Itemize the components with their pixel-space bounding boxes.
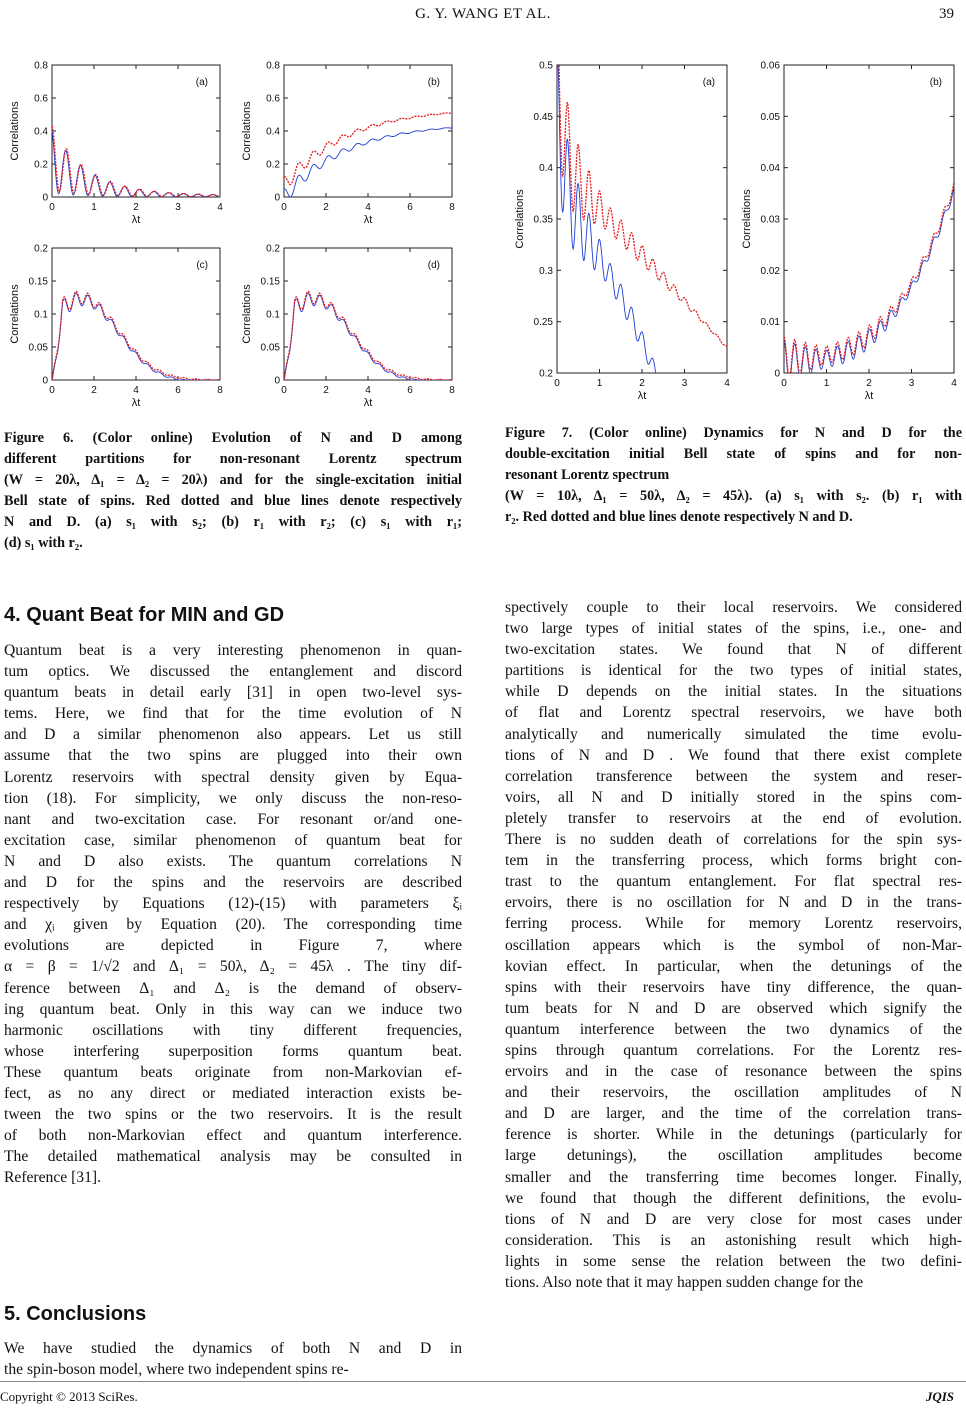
x-tick-label: 0 xyxy=(49,385,55,396)
y-tick-label: 0.6 xyxy=(34,93,48,105)
x-tick-label: 4 xyxy=(951,378,957,389)
x-tick-label: 4 xyxy=(217,202,223,213)
text-line: whose interfering superposition forms quantum beat. xyxy=(4,1042,462,1060)
text-line: the spin-boson model, where two independent spins re- xyxy=(4,1361,349,1379)
figure6-panel-b xyxy=(232,55,462,235)
y-axis-label: Correlations xyxy=(514,189,526,249)
panel-label: (b) xyxy=(427,77,440,88)
text-line: correlation transference between the system and reser- xyxy=(505,767,962,785)
text-line: and their reservoirs, the oscillation amplitudes of N xyxy=(505,1084,962,1102)
figure6-panel-d xyxy=(232,238,462,418)
running-header xyxy=(0,6,966,28)
text-line: tems. Here, we find that for the time evolution of N xyxy=(4,705,462,723)
y-tick-label: 0.2 xyxy=(539,368,553,380)
y-tick-label: 0.5 xyxy=(539,60,553,72)
text-line: We have studied the dynamics of both N and D in xyxy=(4,1340,462,1357)
text-line: tween the two spins or the two reservoirs. It is the result xyxy=(4,1106,462,1124)
y-tick-label: 0.05 xyxy=(28,342,48,354)
text-line: voirs, all N and D initially stored in the spins com- xyxy=(505,788,962,806)
text-line: analytically and numerically simulated the time evolu- xyxy=(505,725,962,743)
x-tick-label: 2 xyxy=(133,202,139,213)
text-line: respectively by Equations (12)-(15) with parameters ξᵢ xyxy=(4,895,462,913)
running-title: G. Y. WANG ET AL. xyxy=(415,6,551,22)
caption-line: different partitions for non-resonant Lorentz spectrum xyxy=(4,451,462,467)
text-line: kovian effect. In particular, when the detunings of the xyxy=(505,957,962,975)
y-tick-label: 0 xyxy=(42,375,48,387)
figure7-panel-b xyxy=(732,55,964,410)
text-line: large detunings), the oscillation amplitudes become xyxy=(505,1147,962,1165)
x-tick-label: 2 xyxy=(639,378,645,389)
figure6-panel-a xyxy=(0,55,230,235)
text-line: harmonic oscillations with tiny different frequencies, xyxy=(4,1021,462,1039)
y-axis-label: Correlations xyxy=(241,284,253,344)
text-line: quantum interference between the two dynamics of the xyxy=(505,1020,962,1038)
section5-body xyxy=(4,1338,462,1380)
x-tick-label: 6 xyxy=(407,202,413,213)
y-tick-label: 0.25 xyxy=(533,317,553,329)
y-axis-label: Correlations xyxy=(241,101,253,161)
caption-line: (W = 10λ, Δ₁ = 50λ, Δ₂ = 45λ). (a) s₁ with s₂. (b) r₁ with xyxy=(505,488,962,504)
text-line: tion (18). For simplicity, we only discuss the non-reso- xyxy=(4,789,462,807)
text-line: trast to the quantum entanglement. For flat spectral res- xyxy=(505,873,962,891)
x-tick-label: 2 xyxy=(323,385,329,396)
x-tick-label: 0 xyxy=(781,378,787,389)
text-line: assume that the two spins are plugged into their own xyxy=(4,747,462,765)
y-tick-label: 0.6 xyxy=(266,93,280,105)
text-line: and D are larger, and the time of the correlation trans- xyxy=(505,1105,962,1123)
text-line: There is no sudden death of correlations for the spin sys- xyxy=(505,831,962,849)
text-line: consideration. This is an astonishing result which high- xyxy=(505,1231,962,1249)
text-line: evolutions are depicted in Figure 7, where xyxy=(4,937,462,955)
y-tick-label: 0 xyxy=(274,192,280,204)
section4-body xyxy=(4,640,462,1188)
text-line: tions of N and D are very close for most cases under xyxy=(505,1210,962,1228)
text-line: nant and two-excitation case. For resonant or/and one- xyxy=(4,810,462,828)
y-tick-label: 0.4 xyxy=(266,126,280,138)
y-tick-label: 0.1 xyxy=(266,309,280,321)
y-tick-label: 0 xyxy=(774,368,780,380)
y-tick-label: 0.15 xyxy=(260,276,280,288)
text-line: of flat and Lorentz spectral reservoirs, we have both xyxy=(505,704,962,722)
y-tick-label: 0.4 xyxy=(539,163,553,175)
y-tick-label: 0.06 xyxy=(760,60,780,72)
x-tick-label: 3 xyxy=(908,378,915,389)
x-axis-label: λt xyxy=(864,390,874,402)
y-tick-label: 0 xyxy=(274,375,280,387)
x-tick-label: 0 xyxy=(49,202,55,213)
x-tick-label: 1 xyxy=(91,202,97,213)
x-tick-label: 4 xyxy=(724,378,730,389)
x-axis-label: λt xyxy=(363,397,373,409)
right-column-body xyxy=(505,597,962,1293)
text-line: tum optics. We discussed the entanglement and discord xyxy=(4,663,462,681)
text-line: and χᵢ given by Equation (20). The corresponding time xyxy=(4,916,462,934)
y-tick-label: 0.04 xyxy=(760,163,780,175)
text-line: ervoirs, there is no oscillation for N and D in the trans- xyxy=(505,894,962,912)
caption-line: r₂. Red dotted and blue lines denote respectively N and D. xyxy=(505,509,853,525)
text-line: ference is shorter. While in the detunings (particularly for xyxy=(505,1126,962,1144)
y-tick-label: 0.2 xyxy=(34,159,48,171)
y-tick-label: 0.15 xyxy=(28,276,48,288)
text-line: excitation case, similar phenomenon of quantum beat for xyxy=(4,831,462,849)
x-tick-label: 3 xyxy=(175,202,181,213)
caption-line: N and D. (a) s₁ with s₂; (b) r₁ with r₂; (c) s₁ with r₁; xyxy=(4,514,462,530)
x-tick-label: 8 xyxy=(449,385,455,396)
text-line: quantum beats in detail early [31] in open two-level sys- xyxy=(4,684,462,702)
y-tick-label: 0.02 xyxy=(760,265,780,277)
caption-line: (d) s₁ with r₂. xyxy=(4,535,83,551)
y-tick-label: 0.03 xyxy=(760,214,780,226)
y-tick-label: 0 xyxy=(42,192,48,204)
figure7-panel-a xyxy=(505,55,737,410)
x-tick-label: 3 xyxy=(681,378,688,389)
caption-line: double-excitation initial Bell state of spins and for non- xyxy=(505,446,962,462)
x-tick-label: 6 xyxy=(407,385,413,396)
x-axis-label: λt xyxy=(637,390,647,402)
text-line: ference between Δ₁ and Δ₂ is the demand of observ- xyxy=(4,979,462,997)
y-tick-label: 0.2 xyxy=(266,159,280,171)
figure6-caption xyxy=(4,428,462,554)
y-tick-label: 0.2 xyxy=(266,243,280,255)
caption-line: Figure 7. (Color online) Dynamics for N and D for the xyxy=(505,425,962,441)
text-line: ferring process. While for memory Lorentz reservoirs, xyxy=(505,915,962,933)
y-tick-label: 0.05 xyxy=(760,111,780,123)
caption-line: Figure 6. (Color online) Evolution of N and D among xyxy=(4,430,462,446)
x-tick-label: 0 xyxy=(554,378,560,389)
y-axis-label: Correlations xyxy=(9,284,21,344)
text-line: of both non-Markovian effect and quantum interference. xyxy=(4,1127,462,1145)
caption-line: (W = 20λ, Δ₁ = Δ₂ = 20λ) and for the single-excitation initial xyxy=(4,472,462,488)
text-line: α = β = 1/√2 and Δ₁ = 50λ, Δ₂ = 45λ . The tiny dif- xyxy=(4,958,462,976)
plot-area xyxy=(9,244,223,410)
text-line: partitions is identical for the two types of initial states, xyxy=(505,662,962,680)
x-axis-label: λt xyxy=(363,214,373,226)
panel-label: (c) xyxy=(196,260,208,271)
text-line: ing quantum beat. Only in this way can we induce two xyxy=(4,1000,462,1018)
plot-frame xyxy=(784,65,954,373)
text-line: Reference [31]. xyxy=(4,1169,101,1187)
footer-copyright: Copyright © 2013 SciRes. xyxy=(0,1389,138,1404)
panel-label: (b) xyxy=(929,77,942,88)
plot-area xyxy=(9,61,223,227)
y-tick-label: 0.8 xyxy=(34,60,48,72)
y-tick-label: 0.01 xyxy=(760,317,780,329)
x-tick-label: 8 xyxy=(217,385,223,396)
text-line: lights in some sense the relation between the two defini- xyxy=(505,1252,962,1270)
text-line: fect, as no any direct or mediated interaction exists be- xyxy=(4,1084,462,1102)
footer-rule xyxy=(0,1381,966,1382)
text-line: Lorentz reservoirs with spectral density given by Equa- xyxy=(4,768,462,786)
panel-label: (a) xyxy=(195,77,208,88)
y-tick-label: 0.05 xyxy=(260,342,280,354)
y-tick-label: 0.1 xyxy=(34,309,48,321)
text-line: while D depends on the initial states. In the situations xyxy=(505,683,962,701)
plot-frame xyxy=(557,65,727,373)
section5-heading: 5. Conclusions xyxy=(4,1303,147,1325)
text-line: two large types of initial states of the spins, i.e., one- and xyxy=(505,620,962,638)
text-line: tions of N and D . We found that there exist complete xyxy=(505,746,962,764)
x-axis-label: λt xyxy=(131,397,141,409)
text-line: pletely transfer to reservoirs at the end of evolution. xyxy=(505,809,962,827)
text-line: ervoirs and in the case of resonance between the spins xyxy=(505,1063,962,1081)
y-tick-label: 0.35 xyxy=(533,214,553,226)
y-tick-label: 0.3 xyxy=(539,265,553,277)
section4-heading: 4. Quant Beat for MIN and GD xyxy=(4,604,285,626)
plot-area xyxy=(741,61,957,403)
text-line: tum beats for N and D are observed which signify the xyxy=(505,999,962,1017)
x-tick-label: 0 xyxy=(281,202,287,213)
x-tick-label: 0 xyxy=(281,385,287,396)
y-axis-label: Correlations xyxy=(9,101,21,161)
y-tick-label: 0.45 xyxy=(533,111,553,123)
plot-frame xyxy=(52,248,220,380)
text-line: N and D also exists. The quantum correlations N xyxy=(4,852,462,870)
y-axis-label: Correlations xyxy=(741,189,753,249)
text-line: spectively couple to their local reservoirs. We considered xyxy=(505,599,962,616)
plot-area xyxy=(241,244,455,410)
x-axis-label: λt xyxy=(131,214,141,226)
text-line: tions. Also note that it may happen sudden change for the xyxy=(505,1274,864,1291)
footer-journal: JQIS xyxy=(925,1389,954,1404)
x-tick-label: 8 xyxy=(449,202,455,213)
y-tick-label: 0.4 xyxy=(34,126,48,138)
x-tick-label: 1 xyxy=(823,378,830,389)
figure7-caption xyxy=(505,423,962,528)
caption-line: resonant Lorentz spectrum xyxy=(505,467,670,483)
text-line: two-excitation states. We found that N of different xyxy=(505,641,962,659)
text-line: These quantum beats originate from non-Markovian ef- xyxy=(4,1063,462,1081)
figure6-panel-c xyxy=(0,238,230,418)
text-line: tem in the transferring process, which forms bright con- xyxy=(505,852,962,870)
text-line: spins through quantum correlations. For the Lorentz res- xyxy=(505,1041,962,1059)
x-tick-label: 4 xyxy=(365,202,371,213)
x-tick-label: 2 xyxy=(91,385,97,396)
text-line: smaller and the transferring time becomes longer. Finally, xyxy=(505,1168,962,1186)
y-tick-label: 0.8 xyxy=(266,60,280,72)
text-line: and D a similar phenomenon also appears. Let us still xyxy=(4,726,462,744)
x-tick-label: 1 xyxy=(596,378,603,389)
x-tick-label: 2 xyxy=(323,202,329,213)
x-tick-label: 4 xyxy=(133,385,139,396)
panel-label: (d) xyxy=(427,260,440,271)
plot-area xyxy=(241,61,455,227)
caption-line: Bell state of spins. Red dotted and blue lines denote respectively xyxy=(4,493,462,509)
text-line: Quantum beat is a very interesting phenomenon in quan- xyxy=(4,642,462,659)
panel-label: (a) xyxy=(702,77,715,88)
text-line: and D for the spins and the reservoirs are described xyxy=(4,874,462,892)
text-line: spins with their reservoirs have tiny difference, the quan- xyxy=(505,978,962,996)
x-tick-label: 2 xyxy=(866,378,872,389)
text-line: we found that though the different definitions, the evolu- xyxy=(505,1189,962,1207)
y-tick-label: 0.2 xyxy=(34,243,48,255)
text-line: oscillation appears which is the symbol of non-Mar- xyxy=(505,936,962,954)
page-number: 39 xyxy=(939,6,954,22)
text-line: The detailed mathematical analysis may be consulted in xyxy=(4,1148,462,1166)
x-tick-label: 4 xyxy=(365,385,371,396)
x-tick-label: 6 xyxy=(175,385,181,396)
